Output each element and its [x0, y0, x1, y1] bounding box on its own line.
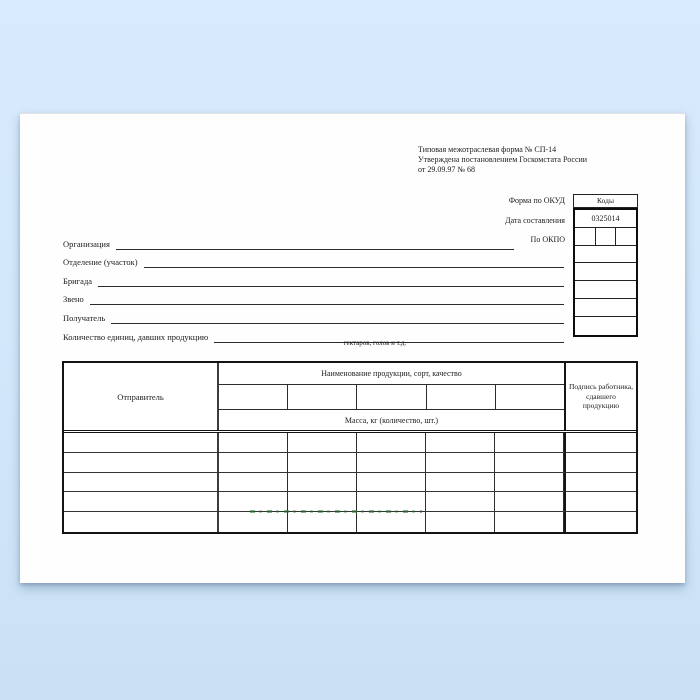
form-field-line: [90, 294, 564, 305]
table-row: [64, 433, 636, 453]
product-cell: [357, 512, 426, 532]
form-field-line: [144, 257, 564, 268]
product-cell: [288, 473, 357, 492]
product-cell: [495, 512, 564, 532]
product-cell: [426, 512, 495, 532]
products-subheader-row: [219, 385, 564, 410]
product-cell: [426, 473, 495, 492]
product-cell: [357, 433, 426, 452]
sender-cell: [64, 453, 219, 472]
signature-column-header: Подпись работника, сдавшего продукцию: [564, 363, 636, 430]
product-cell: [357, 473, 426, 492]
form-field-row: [63, 287, 564, 306]
okud-okpo-label: По ОКПО: [530, 235, 565, 245]
product-cell: [219, 433, 288, 452]
okpo-code-row: [575, 228, 636, 246]
codes-box: [573, 208, 638, 337]
products-column-group: [219, 363, 564, 430]
product-cell: [219, 473, 288, 492]
product-subheader-cell: [496, 385, 564, 409]
form-fields: [63, 231, 564, 347]
product-subheader-cell: [219, 385, 288, 409]
signature-cell: [564, 473, 636, 492]
watermark-dashes: [250, 510, 422, 513]
form-field-row: [63, 324, 564, 343]
form-type-note: [418, 145, 678, 174]
code-empty-row: [575, 281, 636, 299]
signature-cell: [564, 453, 636, 472]
product-cell: [495, 453, 564, 472]
form-field-line: [98, 276, 564, 287]
form-field-row: [63, 250, 564, 269]
sender-cell: [64, 492, 219, 511]
product-cell: [357, 492, 426, 511]
okud-code-value: 0325014: [575, 210, 636, 228]
product-cell: [288, 492, 357, 511]
okpo-code-cell: [616, 228, 636, 245]
table-row: [64, 473, 636, 493]
table-body: [64, 433, 636, 532]
form-field-label: Бригада: [63, 275, 93, 286]
units-hint: гектаров, голов и т.д.: [343, 338, 407, 347]
product-cell: [219, 453, 288, 472]
product-cell: [219, 512, 288, 532]
table-header: [64, 363, 636, 433]
product-cell: [357, 453, 426, 472]
product-cell: [426, 492, 495, 511]
signature-cell: [564, 433, 636, 452]
okpo-code-cell: [575, 228, 596, 245]
form-type-note-line: Утверждена постановлением Госкомстата России: [418, 154, 588, 164]
product-subheader-cell: [427, 385, 496, 409]
form-field-line: [116, 239, 514, 250]
sender-cell: [64, 512, 219, 532]
code-empty-row: [575, 246, 636, 264]
form-field-label: Количество единиц, давших продукцию: [63, 331, 209, 342]
product-cell: [219, 492, 288, 511]
form-field-label: Организация: [63, 238, 110, 249]
code-empty-row: [575, 263, 636, 281]
codes-header: Коды: [573, 194, 638, 208]
products-table: [62, 361, 638, 534]
product-subheader-cell: [288, 385, 357, 409]
product-cell: [288, 453, 357, 472]
products-header: Наименование продукции, сорт, качество: [219, 363, 564, 385]
form-field-row: [63, 305, 564, 324]
form-type-note-line: Типовая межотраслевая форма № СП-14: [418, 145, 557, 154]
product-cell: [288, 512, 357, 532]
sender-column-header: Отправитель: [64, 363, 219, 430]
signature-cell: [564, 512, 636, 532]
form-field-row: [63, 268, 564, 287]
code-empty-row: [575, 317, 636, 335]
sender-cell: [64, 433, 219, 452]
okpo-code-cell: [596, 228, 617, 245]
table-row: [64, 512, 636, 532]
signature-cell: [564, 492, 636, 511]
form-field-label: Звено: [63, 294, 84, 305]
product-cell: [495, 433, 564, 452]
product-cell: [495, 473, 564, 492]
code-empty-row: [575, 299, 636, 317]
okud-date-label: Дата составления: [505, 215, 565, 225]
product-cell: [426, 433, 495, 452]
mass-header: Масса, кг (количество, шт.): [344, 415, 439, 425]
product-cell: [288, 433, 357, 452]
sender-cell: [64, 473, 219, 492]
form-field-label: Отделение (участок): [63, 257, 138, 268]
document-sheet: [20, 113, 685, 583]
product-subheader-cell: [357, 385, 426, 409]
product-cell: [495, 492, 564, 511]
table-row: [64, 453, 636, 473]
form-field-label: Получатель: [63, 312, 106, 323]
product-cell: [426, 453, 495, 472]
form-field-row: [63, 231, 564, 250]
form-type-note-line: от 29.09.97 № 68: [418, 164, 476, 174]
form-field-line: [111, 313, 564, 324]
okud-form-label: Форма по ОКУД: [508, 196, 565, 205]
